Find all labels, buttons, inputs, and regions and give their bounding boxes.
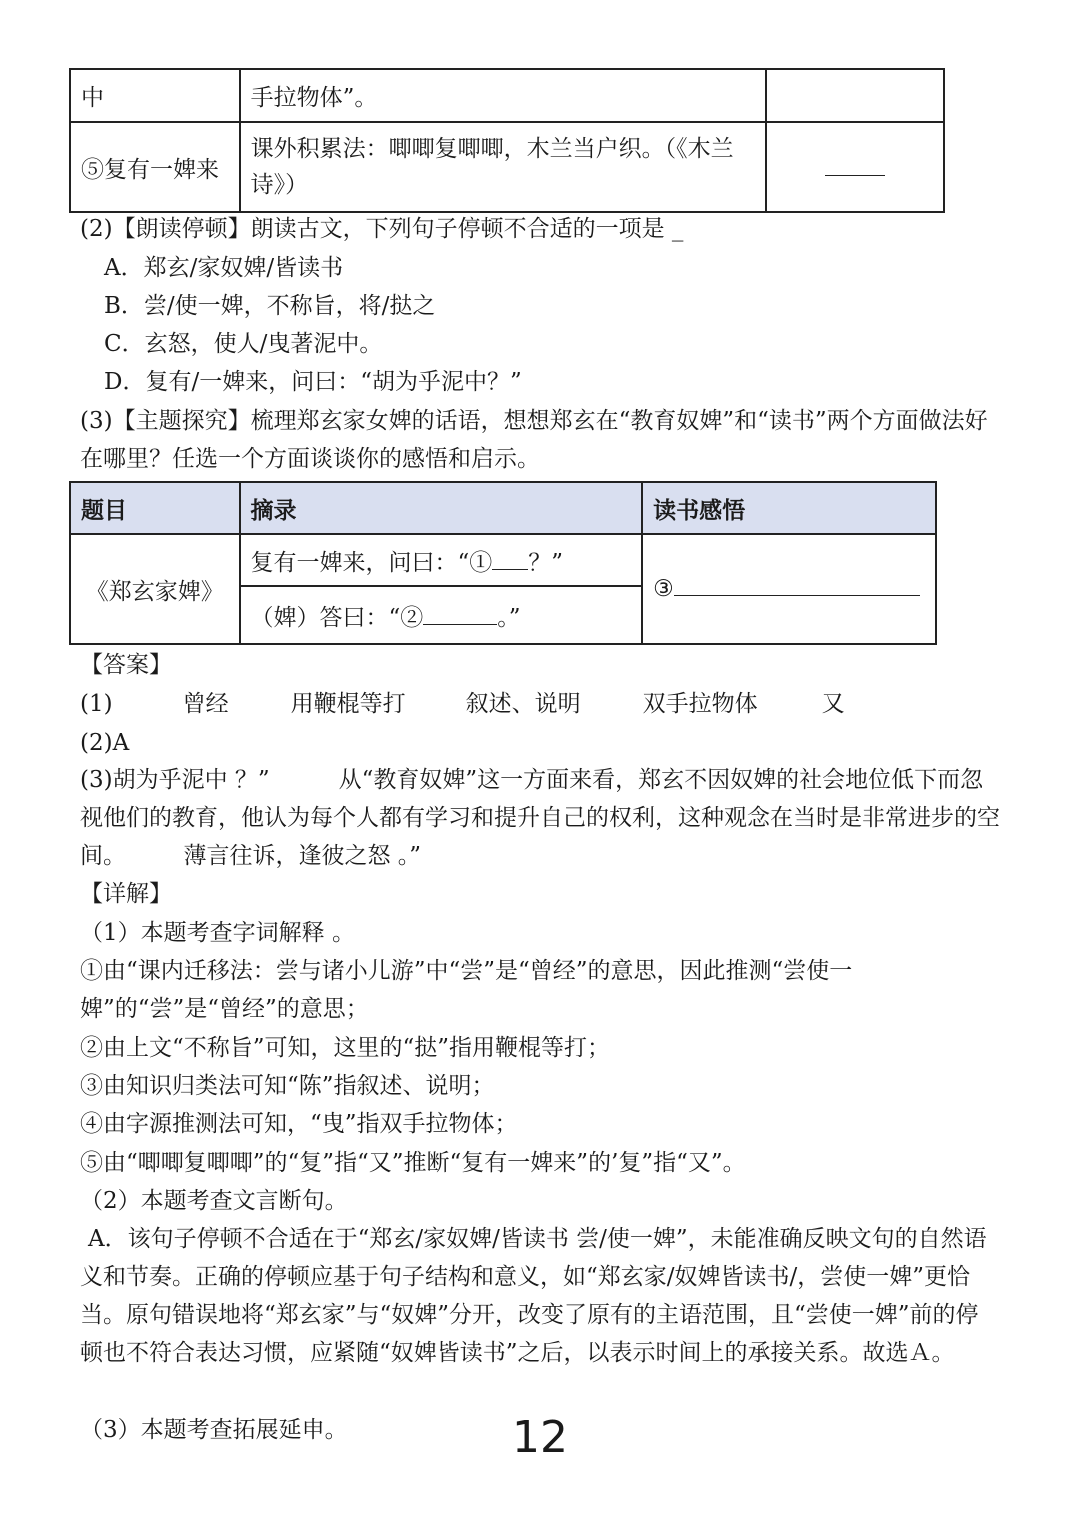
header-excerpt: 摘录 xyxy=(240,482,643,534)
answer-cell xyxy=(766,69,944,122)
blank-2[interactable] xyxy=(423,624,497,625)
header-feeling: 读书感悟 xyxy=(642,482,936,534)
explain-p1-item-2: ②由上文“不称旨”可知，这里的“挞”指用鞭棍等打； xyxy=(80,1035,611,1061)
explain-heading: 【详解】 xyxy=(80,881,172,907)
excerpt-cell-2: （婢）答曰：“② 。” xyxy=(240,586,643,644)
blank-1[interactable] xyxy=(492,569,528,570)
page-number: 12 xyxy=(512,1412,568,1463)
answer-line-1: (1) 曾经 用鞭棍等打 叙述、说明 双手拉物体 又 xyxy=(80,691,845,717)
table-row xyxy=(70,69,944,122)
explain-p1-item-3: ③由知识归类法可知“陈”指叙述、说明； xyxy=(80,1073,495,1099)
q3-stem: (3)【主题探究】梳理郑玄家女婢的话语，想想郑玄在“教育奴婢”和“读书”两个方面做法好在哪里？任选一个方面谈谈你的感悟和启示。 xyxy=(80,408,988,472)
q2-option-d: D．复有/一婢来，问曰：“胡为乎泥中？” xyxy=(104,369,522,395)
answer-line-3: (3)胡为乎泥中 ？” 从“教育奴婢”这一方面来看，郑玄不因奴婢的社会地位低下而忽视他们的教育，他认为每个人都有学习和提升自己的权利，这种观念在当时是非常进步的空间。 薄言往诉，逢彼之怒 。” xyxy=(80,767,1000,869)
q2-stem: (2)【朗读停顿】朗读古文，下列句子停顿不合适的一项是 _ xyxy=(80,216,684,242)
explain-p2-title: （2）本题考查文言断句。 xyxy=(80,1188,348,1214)
method-cell: 手拉物体”。 xyxy=(240,69,767,122)
excerpt-cell-1: 复有一婢来，问曰：“① ？” xyxy=(240,534,643,586)
answer-blank-cell xyxy=(766,122,944,212)
explain-p1-item-5: ⑤由“唧唧复唧唧”的“复”指“又”推断“复有一婢来”的’复”指“又”。 xyxy=(80,1150,746,1176)
q2-option-c: C．玄怒，使人/曳著泥中。 xyxy=(104,331,383,357)
q2-option-b: B．尝/使一婢，不称旨，将/挞之 xyxy=(104,293,436,319)
answer-heading: 【答案】 xyxy=(80,652,172,678)
q2-option-a: A．郑玄/家奴婢/皆读书 xyxy=(104,255,344,281)
method-cell: 课外积累法：唧唧复唧唧，木兰当户织。（《木兰诗》） xyxy=(240,122,767,212)
explain-p1-title: （1）本题考查字词解释 。 xyxy=(80,920,355,946)
answer-blank[interactable] xyxy=(825,153,885,176)
term-cell: 中 xyxy=(70,69,240,122)
table-row xyxy=(70,122,944,212)
explain-p1-item-4: ④由字源推测法可知，“曳”指双手拉物体； xyxy=(80,1111,518,1137)
answer-line-2: (2)A xyxy=(80,730,130,756)
blank-3[interactable] xyxy=(674,595,920,596)
explain-p1-item-1: ①由“课内迁移法：尝与诸小儿游”中“尝”是“曾经”的意思，因此推测“尝使一婢”的“尝”是“曾经”的意思； xyxy=(80,958,853,1022)
term-cell: ⑤复有一婢来 xyxy=(70,122,240,212)
explain-p3-title: （3）本题考查拓展延申。 xyxy=(80,1417,348,1443)
reading-table xyxy=(69,481,937,645)
header-title: 题目 xyxy=(70,482,240,534)
title-cell: 《郑玄家婢》 xyxy=(70,534,240,644)
explain-p2-text: A．该句子停顿不合适在于“郑玄/家奴婢/皆读书 尝/使一婢”，未能准确反映文句的自然语义和节奏。正确的停顿应基于句子结构和意义，如“郑玄家/奴婢皆读书/，尝使一婢”更恰当。原句错误地将“郑玄家”与“奴婢”分开，改变了原有的主语范围，且“尝使一婢”前的停顿也不符合表达习惯，应紧随“奴婢皆读书”之后，以表示时间上的承接关系。故选Ａ。 xyxy=(80,1226,987,1366)
word-explanation-table xyxy=(69,68,945,213)
feeling-cell: ③ xyxy=(642,534,936,644)
